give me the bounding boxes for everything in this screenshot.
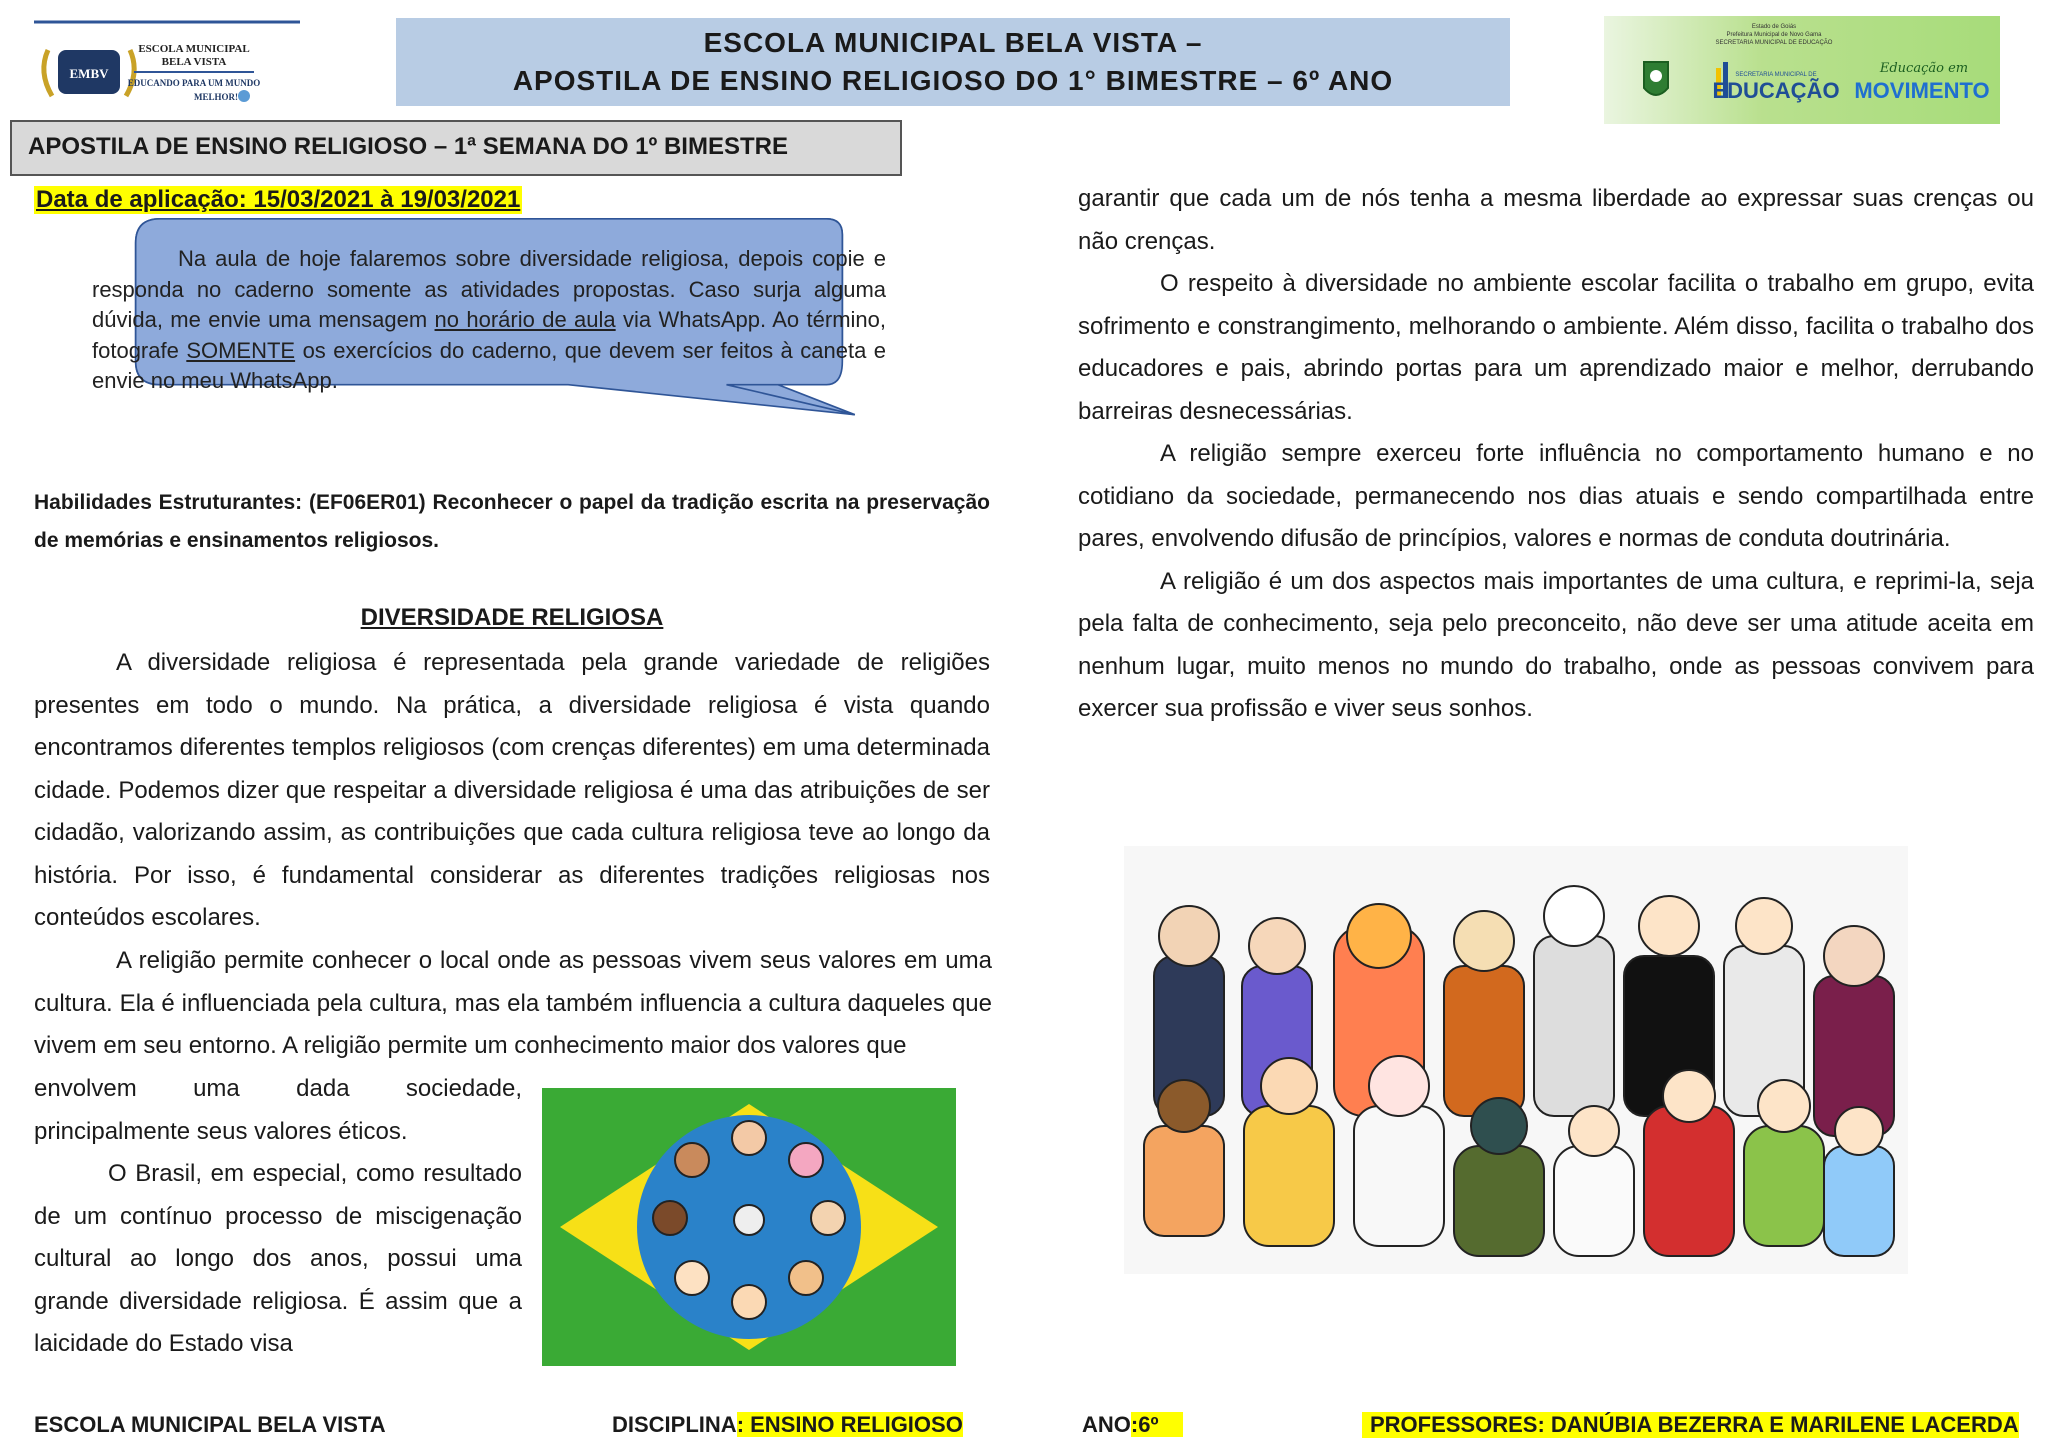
logo-state-text: Estado de Goiás xyxy=(1751,24,1797,30)
logo-educacao: EDUCAÇÃO xyxy=(1712,78,1840,103)
header-line-2: APOSTILA DE ENSINO RELIGIOSO DO 1° BIMESTRE – 6º ANO xyxy=(512,65,1394,96)
footer-year-value: :6º xyxy=(1131,1412,1183,1437)
footer-school: ESCOLA MUNICIPAL BELA VISTA xyxy=(34,1412,386,1437)
logo-tagline-1: EDUCANDO PARA UM MUNDO xyxy=(127,78,261,88)
paragraph-religion-culture-cont: envolvem uma dada sociedade, principalmente seus valores éticos. xyxy=(34,1075,522,1145)
instructions-part-3: os exercícios do caderno, que devem ser feitos à caneta e envie no meu WhatsApp. xyxy=(92,337,887,393)
paragraph-diversity: A diversidade religiosa é representada pela grande variedade de religiões presentes em todo o mundo. Na prática, a diversidade religiosa é vista quando encontramos diferentes templos religiosos (com crenças diferentes) em uma determinada cidade. Podemos dizer que respeitar a diversidade religiosa é uma das atribuições de ser cidadão, valorizando assim, as contribuições que cada cultura religiosa teve ao longo da história. Por isso, é fundamental considerar as diferentes tradições religiosas nos conteúdos escolares. xyxy=(34,649,990,931)
diverse-faces-icon xyxy=(653,1121,845,1319)
paragraph-school-respect: O respeito à diversidade no ambiente escolar facilita o trabalho em grupo, evita sofrimento e constrangimento, melhorando o ambiente. Além disso, facilita o trabalho dos educadores e pais, abrindo portas para um aprendizado maior e melhor, derrubando barreiras desnecessárias. xyxy=(1078,270,2034,425)
footer-discipline-value: : ENSINO RELIGIOSO xyxy=(736,1412,963,1437)
logo-movimento: MOVIMENTO xyxy=(1854,78,1990,103)
paragraph-brazil: O Brasil, em especial, como resultado de um contínuo processo de miscigenação cultural ao longo dos anos, possui uma grande diversidade religiosa. É assim que a laicidade do Estado visa xyxy=(34,1160,522,1357)
skills-statement: Habilidades Estruturantes: (EF06ER01) Reconhecer o papel da tradição escrita na preservação de memórias e ensinamentos religiosos. xyxy=(34,491,990,552)
religious-diversity-illustration xyxy=(1124,846,1908,1274)
week-title-box: APOSTILA DE ENSINO RELIGIOSO – 1ª SEMANA DO 1º BIMESTRE xyxy=(10,120,902,176)
application-date: Data de aplicação: 15/03/2021 à 19/03/2021 xyxy=(36,186,521,213)
paragraph-religion-culture-importance: A religião é um dos aspectos mais importantes de uma cultura, e reprimi-la, seja pela falta de conhecimento, seja pelo preconceito, não deve ser uma atitude aceita em nenhum lugar, muito menos no mundo do trabalho, onde as pessoas convivem para exercer sua profissão e viver seus sonhos. xyxy=(1078,567,2034,722)
city-crest-icon xyxy=(1644,62,1668,95)
instructions-class-time: no horário de aula xyxy=(434,307,616,332)
school-logo xyxy=(34,20,300,112)
brazil-flag-illustration xyxy=(542,1088,956,1366)
right-column xyxy=(1078,178,2034,731)
logo-name-1: ESCOLA MUNICIPAL xyxy=(138,43,250,55)
footer-discipline xyxy=(612,1412,963,1438)
instructions-text xyxy=(92,244,886,397)
footer-year-label: ANO xyxy=(1082,1412,1131,1437)
globe-icon xyxy=(238,90,250,102)
logo-name-2: BELA VISTA xyxy=(161,56,227,68)
logo-secretariat-text: SECRETARIA MUNICIPAL DE EDUCAÇÃO xyxy=(1715,40,1833,46)
logo-slogan: Educação em xyxy=(1879,61,1969,76)
education-secretariat-logo xyxy=(1604,16,2000,124)
logo-tagline-2: MELHOR! xyxy=(194,92,238,102)
footer-year xyxy=(1082,1412,1183,1438)
paragraph-religion-influence: A religião sempre exerceu forte influência no comportamento humano e no cotidiano da sociedade, permanecendo nos dias atuais e sendo compartilhada entre pares, envolvendo difusão de princípios, valores e normas de conduta doutrinária. xyxy=(1078,440,2034,552)
instructions-part-2: via WhatsApp. Ao término, fotografe xyxy=(92,307,886,363)
paragraph-religion-culture: A religião permite conhecer o local onde as pessoas vivem seus valores em uma cultura. Ela é influenciada pela cultura, mas ela também influencia a cultura daqueles que vivem em seu entorno. A religião permite um conhecimento maior dos valores que xyxy=(34,947,992,1059)
footer-teachers: PROFESSORES: DANÚBIA BEZERRA E MARILENE LACERDA xyxy=(1362,1412,2019,1438)
logo-city-text: Prefeitura Municipal de Novo Gama xyxy=(1726,32,1822,38)
paragraph-freedom: garantir que cada um de nós tenha a mesma liberdade ao expressar suas crenças ou não crenças. xyxy=(1078,185,2034,255)
instructions-part-1: Na aula de hoje falaremos sobre diversidade religiosa, depois copie e responda no caderno somente as atividades propostas. Caso surja alguma dúvida, me envie uma mensagem xyxy=(92,246,886,332)
section-title: DIVERSIDADE RELIGIOSA xyxy=(360,604,664,631)
logo-badge: EMBV xyxy=(69,66,109,81)
footer-discipline-label: DISCIPLINA xyxy=(612,1412,737,1437)
header-line-1: ESCOLA MUNICIPAL BELA VISTA – xyxy=(703,27,1203,58)
instructions-only: SOMENTE xyxy=(186,337,296,363)
header-banner xyxy=(396,18,1510,106)
logo-secretaria: SECRETARIA MUNICIPAL DE xyxy=(1735,72,1817,78)
